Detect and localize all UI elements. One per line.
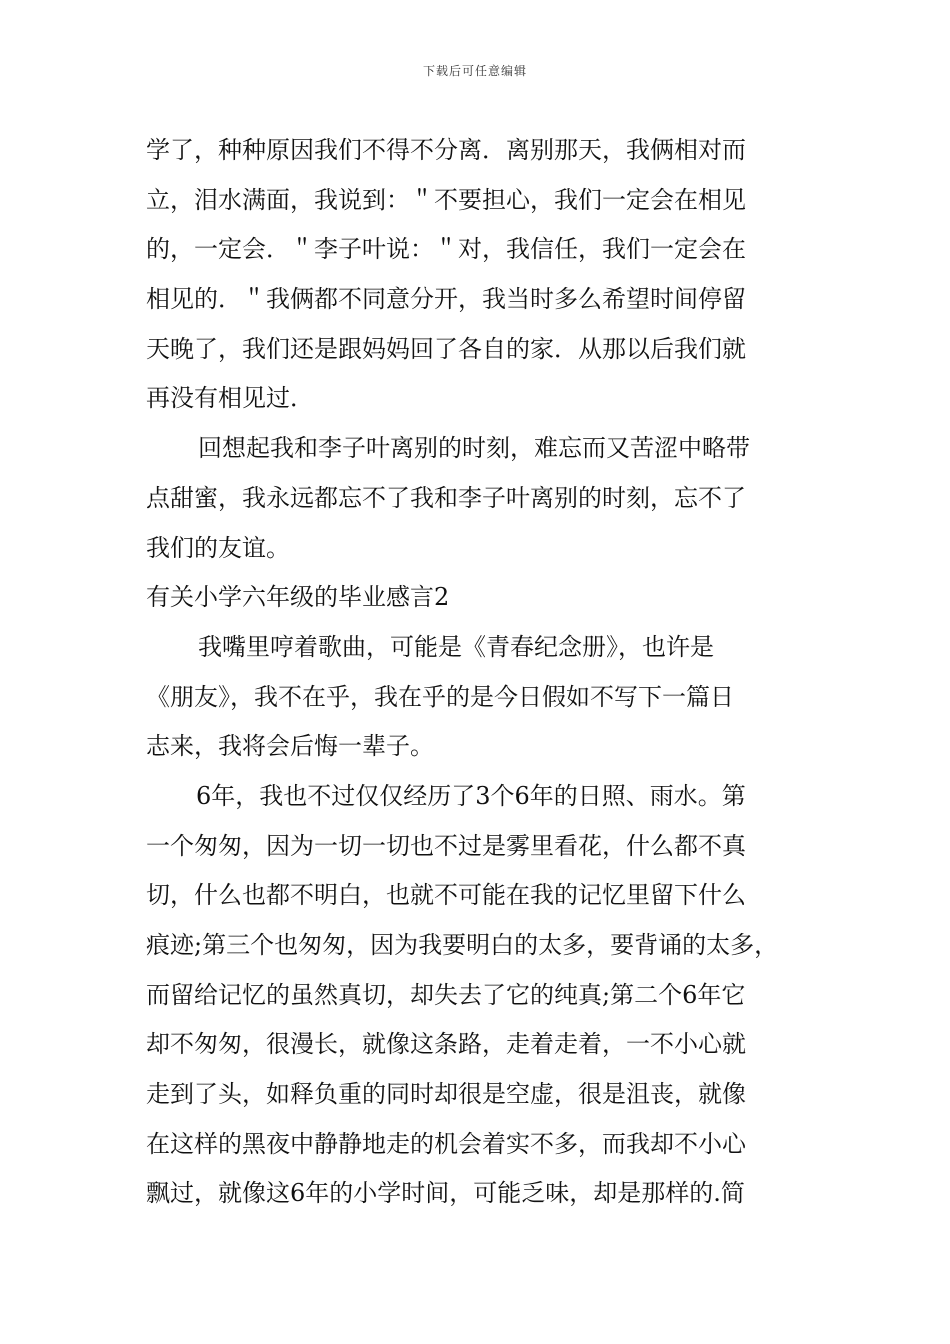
document-body <box>146 126 806 1219</box>
paragraph-first-line: 我嘴里哼着歌曲，可能是《青春纪念册》，也许是 <box>198 632 714 661</box>
text-line: 志来，我将会后悔一辈子。 <box>146 732 434 761</box>
text-line: 痕迹;第三个也匆匆，因为我要明白的太多，要背诵的太多， <box>146 931 779 959</box>
text-line: 我们的友谊。 <box>146 533 290 562</box>
text-line: 在这样的黑夜中静静地走的机会着实不多，而我却不小心 <box>146 1129 746 1158</box>
page-header: 下载后可任意编辑 <box>422 64 527 78</box>
text-line: 走到了头，如释负重的同时却很是空虚，很是沮丧，就像 <box>146 1080 746 1109</box>
text-line: 一个匆匆，因为一切一切也不过是雾里看花，什么都不真 <box>146 831 746 860</box>
section-heading: 有关小学六年级的毕业感言2 <box>146 583 450 612</box>
paragraph-first-line: 回想起我和李子叶离别的时刻，难忘而又苦涩中略带 <box>198 434 750 463</box>
text-line: 《朋友》，我不在乎，我在乎的是今日假如不写下一篇日 <box>146 682 734 711</box>
text-line: 天晚了，我们还是跟妈妈回了各自的家．从那以后我们就 <box>146 334 746 363</box>
text-line: 再没有相见过． <box>146 384 314 413</box>
text-line: 切，什么也都不明白，也就不可能在我的记忆里留下什么 <box>146 881 746 910</box>
text-line: 却不匆匆，很漫长，就像这条路，走着走着，一不小心就 <box>146 1030 746 1059</box>
text-line: 相见的．＂我俩都不同意分开，我当时多么希望时间停留 <box>146 285 746 314</box>
text-line: 立，泪水满面，我说到：＂不要担心，我们一定会在相见 <box>146 185 746 214</box>
text-line: 而留给记忆的虽然真切，却失去了它的纯真;第二个6年它 <box>146 980 746 1009</box>
text-line: 的，一定会．＂李子叶说：＂对，我信任，我们一定会在 <box>146 235 746 264</box>
text-line: 点甜蜜，我永远都忘不了我和李子叶离别的时刻，忘不了 <box>146 483 746 512</box>
text-line: 学了，种种原因我们不得不分离．离别那天，我俩相对而 <box>146 136 746 164</box>
text-line: 飘过，就像这6年的小学时间，可能乏味，却是那样的.简 <box>146 1179 745 1208</box>
paragraph-first-line: 6年，我也不过仅仅经历了3个6年的日照、雨水。第 <box>196 781 746 810</box>
